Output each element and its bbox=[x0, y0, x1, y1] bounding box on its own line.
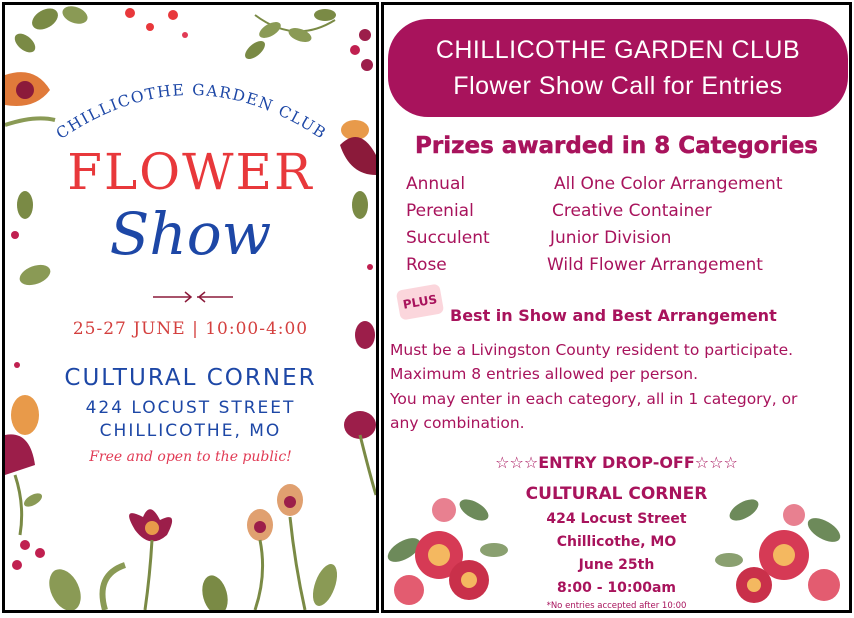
bottom-flora bbox=[12, 484, 342, 610]
category-item: Junior Division bbox=[550, 228, 672, 248]
category-item: Annual bbox=[406, 174, 466, 194]
banner-subtitle: Flower Show Call for Entries bbox=[453, 72, 783, 100]
entry-drop-off-heading: ☆☆☆ENTRY DROP-OFF☆☆☆ bbox=[495, 453, 738, 472]
banner-club-name: CHILLICOTHE GARDEN CLUB bbox=[435, 36, 801, 64]
best-in-show-line: Best in Show and Best Arrangement bbox=[450, 306, 777, 325]
flower-heading: FLOWER bbox=[67, 143, 314, 201]
prizes-heading: Prizes awarded in 8 Categories bbox=[415, 133, 818, 159]
drop-off-time: 8:00 - 10:00am bbox=[557, 580, 676, 596]
venue-city: CHILLICOTHE, MO bbox=[99, 421, 282, 441]
drop-off-venue: CULTURAL CORNER bbox=[525, 484, 708, 504]
rule-line: Must be a Livingston County resident to participate. bbox=[390, 341, 794, 359]
event-date-time: 25-27 JUNE | 10:00-4:00 bbox=[72, 319, 309, 339]
flower-show-poster bbox=[2, 2, 379, 613]
category-item: Succulent bbox=[406, 228, 490, 248]
rule-line: Maximum 8 entries allowed per person. bbox=[390, 365, 699, 383]
svg-text:CHILLICOTHE GARDEN CLUB bbox=[53, 81, 330, 143]
call-for-entries-flyer bbox=[381, 2, 852, 613]
category-item: Rose bbox=[406, 255, 447, 275]
club-name-text: CHILLICOTHE GARDEN CLUB bbox=[52, 80, 330, 143]
category-item: Creative Container bbox=[552, 201, 712, 221]
ornament-divider bbox=[153, 292, 233, 302]
category-item: Wild Flower Arrangement bbox=[547, 255, 763, 275]
title-banner bbox=[388, 19, 848, 117]
show-heading: Show bbox=[109, 200, 272, 268]
category-item: All One Color Arrangement bbox=[554, 174, 783, 194]
drop-off-city: Chillicothe, MO bbox=[556, 534, 677, 550]
venue-name: CULTURAL CORNER bbox=[64, 365, 317, 391]
free-admission-note: Free and open to the public! bbox=[89, 449, 292, 465]
drop-off-note: *No entries accepted after 10:00 bbox=[546, 601, 687, 611]
category-item: Perenial bbox=[406, 201, 474, 221]
rule-line: You may enter in each category, all in 1 category, or bbox=[390, 390, 798, 408]
drop-off-street: 424 Locust Street bbox=[546, 511, 687, 527]
rule-line: any combination. bbox=[390, 414, 525, 432]
venue-street: 424 LOCUST STREET bbox=[85, 398, 296, 418]
drop-off-date: June 25th bbox=[578, 557, 655, 573]
plus-badge: PLUS bbox=[396, 283, 445, 320]
